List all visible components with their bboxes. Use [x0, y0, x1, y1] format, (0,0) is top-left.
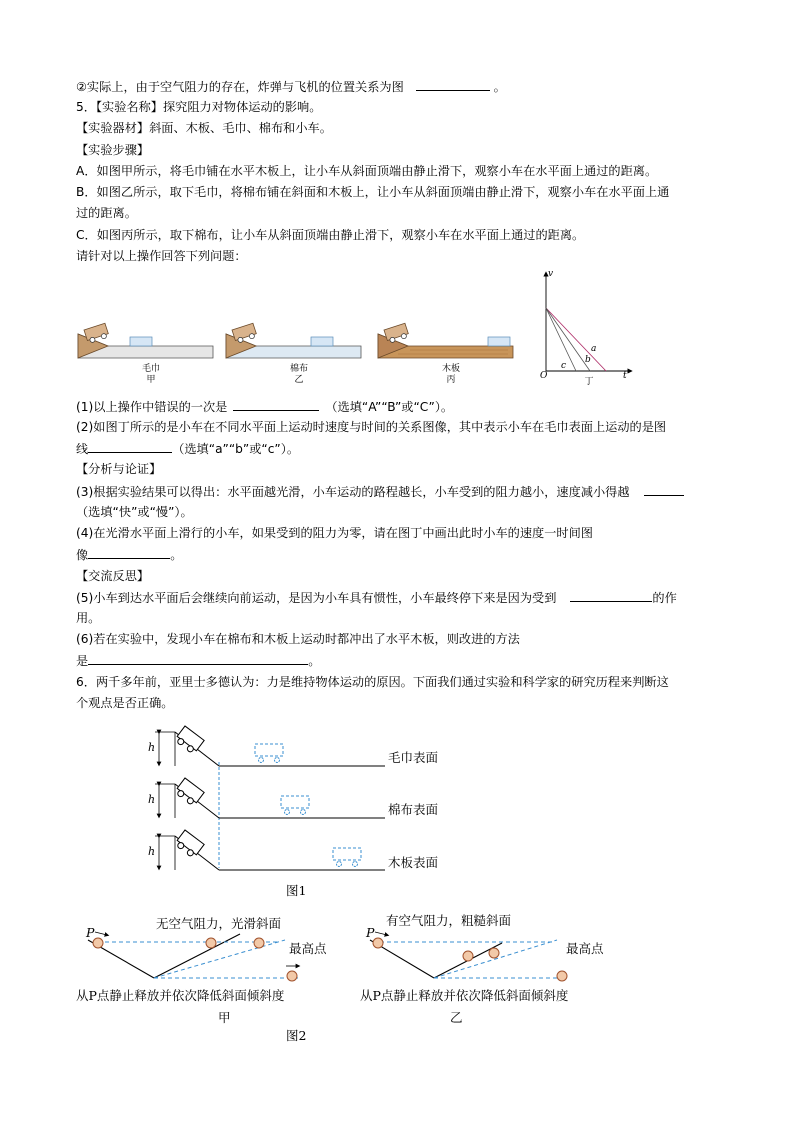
answer-blank[interactable] — [644, 483, 684, 496]
equipment-line: 【实验器材】斜面、木板、毛巾、棉布和小车。 — [76, 121, 332, 135]
vt-b-label: b — [585, 355, 591, 365]
q4-2-line: ②实际上，由于空气阻力的存在，炸弹与飞机的位置关系为图 。 — [76, 80, 506, 94]
fig2-left-title: 无空气阻力，光滑斜面 — [156, 916, 282, 931]
q3: (3)根据实验结果可以得出：水平面越光滑，小车运动的路程越长，小车受到的阻力越小，速度减小得越 — [76, 483, 684, 500]
setup-yi — [226, 323, 361, 358]
fig1-row-cotton — [155, 778, 385, 818]
vt-a-label: a — [591, 344, 597, 354]
q5-title: 5．【实验名称】探究阻力对物体运动的影响。 — [76, 100, 322, 114]
vt-v-label: v — [548, 269, 554, 279]
line-a — [546, 308, 606, 371]
fig2-right-highest: 最高点 — [566, 941, 604, 956]
fig1-h1: h — [148, 741, 156, 754]
fig2-left-label: 甲 — [218, 1010, 231, 1025]
fig1-h2: h — [148, 793, 156, 806]
caption-bing: 木板 丙 — [441, 364, 460, 385]
answer-blank[interactable] — [416, 78, 490, 91]
q7: 6．两千多年前，亚里士多德认为：力是维持物体运动的原因。下面我们通过实验和科学家的研究历程来判断这 — [76, 675, 669, 689]
setup-bing — [378, 323, 513, 358]
q6: (6)若在实验中，发现小车在棉布和木板上运动时都冲出了水平木板，则改进的方法 — [76, 632, 520, 646]
line-b — [546, 308, 590, 371]
fig1-row-wood — [155, 830, 385, 870]
answer-blank[interactable] — [88, 652, 308, 665]
step-b-cont: 过的距离。 — [76, 206, 137, 220]
fig1-surface-wood: 木板表面 — [388, 855, 439, 870]
q3-cont: （选填“快”或“慢”）。 — [76, 505, 193, 519]
fig2-right-label: 乙 — [450, 1010, 463, 1025]
fig1-surface-towel: 毛巾表面 — [388, 750, 439, 765]
fig1-caption: 图1 — [286, 883, 307, 898]
vt-graph — [538, 268, 638, 388]
q4-cont: 像 。 — [76, 548, 183, 562]
figure-1 — [145, 720, 385, 870]
steps-heading: 【实验步骤】 — [76, 143, 150, 157]
q5-cont: 用。 — [76, 611, 101, 625]
fig2-left-bottom-text: 从P点静止释放并依次降低斜面倾斜度 — [76, 988, 285, 1003]
setup-jia — [78, 323, 213, 358]
q6-cont: 是 。 — [76, 654, 321, 668]
q4: (4)在光滑水平面上滑行的小车，如果受到的阻力为零，请在图丁中画出此时小车的速度一时间图 — [76, 526, 593, 540]
fig1-h3: h — [148, 845, 156, 858]
vt-c-label: c — [561, 361, 567, 371]
caption-jia: 毛巾 甲 — [141, 364, 160, 385]
fig2-caption: 图2 — [286, 1028, 307, 1043]
figure-2-right — [362, 926, 582, 986]
vt-t-label: t — [623, 371, 627, 381]
fig2-right-bottom-text: 从P点静止释放并依次降低斜面倾斜度 — [360, 988, 569, 1003]
q2-cont: 线 （选填“a”“b”或“c”）。 — [76, 442, 300, 456]
answer-blank[interactable] — [233, 398, 319, 411]
step-a: A．如图甲所示，将毛巾铺在水平木板上，让小车从斜面顶端由静止滑下，观察小车在水平面上通过的距离。 — [76, 164, 658, 178]
q2: (2)如图丁所示的是小车在不同水平面上运动时速度与时间的关系图像，其中表示小车在毛巾表面上运动的是图 — [76, 420, 667, 434]
fig2-right-title: 有空气阻力，粗糙斜面 — [386, 913, 512, 928]
fig1-row-towel — [155, 726, 385, 766]
instruction-line: 请针对以上操作回答下列问题： — [76, 249, 247, 263]
q7-cont: 个观点是否正确。 — [76, 696, 174, 710]
fig2-right-p: P — [366, 925, 375, 940]
q1: (1)以上操作中错误的一次是 （选填“A”“B”或“C”）。 — [76, 400, 454, 414]
step-c: C．如图丙所示，取下棉布，让小车从斜面顶端由静止滑下，观察小车在水平面上通过的距离。 — [76, 228, 585, 242]
q5: (5)小车到达水平面后会继续向前运动，是因为小车具有惯性，小车最终停下来是因为受到 的作 — [76, 591, 677, 605]
answer-blank[interactable] — [570, 589, 652, 602]
vt-o-label: O — [540, 371, 548, 381]
figure-2-left — [80, 926, 320, 986]
caption-yi: 棉布 乙 — [289, 364, 308, 385]
vt-caption: 丁 — [584, 377, 594, 387]
fig2-left-highest: 最高点 — [289, 941, 327, 956]
fig1-surface-cotton: 棉布表面 — [388, 802, 439, 817]
answer-blank[interactable] — [88, 546, 170, 559]
reflection-heading: 【交流反思】 — [76, 569, 150, 583]
fig2-left-p: P — [86, 925, 95, 940]
answer-blank[interactable] — [88, 440, 172, 453]
step-b: B．如图乙所示，取下毛巾，将棉布铺在斜面和木板上，让小车从斜面顶端由静止滑下，观察小车在水平面上通 — [76, 185, 670, 199]
analysis-heading: 【分析与论证】 — [76, 462, 162, 476]
